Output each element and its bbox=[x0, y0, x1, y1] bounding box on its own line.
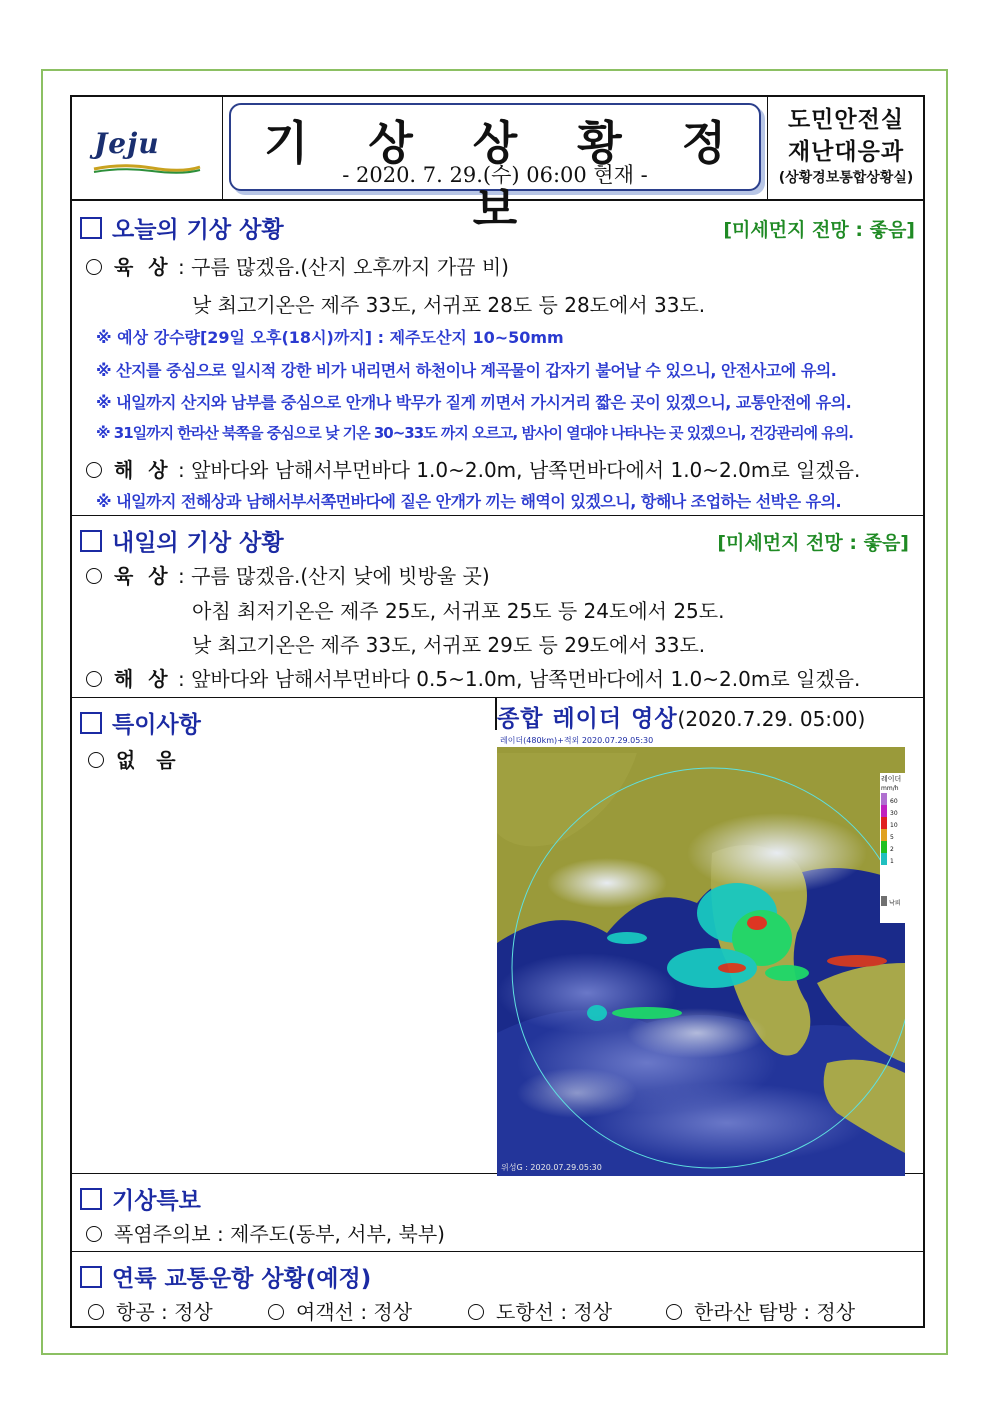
traffic-item-hallasan: 한라산 탐방 : 정상 bbox=[666, 1296, 855, 1325]
today-note-3: ※ 내일까지 산지와 남부를 중심으로 안개나 박무가 짙게 끼면서 가시거리 짧은 곳이 있겠으니, 교통안전에 유의. bbox=[96, 393, 852, 412]
page-title: 기 상 상 황 정 보 bbox=[263, 116, 749, 236]
department-cell bbox=[767, 97, 924, 199]
bullet-circle-icon bbox=[86, 1226, 102, 1242]
tomorrow-heading: 내일의 기상 상황 bbox=[80, 524, 284, 557]
today-section bbox=[72, 201, 923, 516]
jeju-logo: Jeju bbox=[94, 127, 160, 160]
radar-image bbox=[497, 733, 905, 1176]
tomorrow-section bbox=[72, 516, 923, 698]
bullet-circle-icon bbox=[88, 1304, 104, 1320]
legend-value: 1 bbox=[890, 858, 894, 865]
bullet-circle-icon bbox=[86, 462, 102, 478]
checkbox-icon bbox=[80, 530, 102, 552]
legend-lightning: 낙뢰 bbox=[889, 900, 901, 907]
traffic-item-island-ferry: 도항선 : 정상 bbox=[468, 1296, 612, 1325]
today-land-line1: 육 상 : 구름 많겠음.(산지 오후까지 가끔 비) bbox=[86, 251, 509, 280]
warning-item: 폭염주의보 : 제주도(동부, 서부, 북부) bbox=[86, 1218, 445, 1247]
bullet-circle-icon bbox=[666, 1304, 682, 1320]
radar-legend-unit: mm/h bbox=[881, 785, 899, 792]
today-note-2: ※ 산지를 중심으로 일시적 강한 비가 내리면서 하천이나 계곡물이 갑자기 불어날 수 있으니, 안전사고에 유의. bbox=[96, 361, 837, 380]
today-sea-note: ※ 내일까지 전해상과 남해서부서쪽먼바다에 짙은 안개가 끼는 해역이 있겠으니, 항해나 조업하는 선박은 유의. bbox=[96, 492, 842, 511]
bullet-circle-icon bbox=[86, 671, 102, 687]
title-box bbox=[229, 103, 761, 236]
traffic-section bbox=[72, 1252, 923, 1328]
today-sea-line: 해 상 : 앞바다와 남해서부먼바다 1.0~2.0m, 남쪽먼바다에서 1.0~2.0m로 일겠음. bbox=[86, 454, 860, 483]
legend-value: 30 bbox=[890, 810, 898, 817]
logo-swoosh-icon bbox=[92, 161, 202, 175]
today-dust-forecast: [미세먼지 전망 : 좋음] bbox=[723, 219, 915, 241]
bullet-circle-icon bbox=[88, 752, 104, 768]
radar-legend-title: 레이더 bbox=[881, 775, 902, 783]
special-item: 없 음 bbox=[88, 744, 176, 773]
checkbox-icon bbox=[80, 712, 102, 734]
tomorrow-land-line1: 육 상 : 구름 많겠음.(산지 낮에 빗방울 곳) bbox=[86, 560, 490, 589]
tomorrow-dust-forecast: [미세먼지 전망 : 좋음] bbox=[717, 532, 909, 554]
today-note-4: ※ 31일까지 한라산 북쪽을 중심으로 낮 기온 30~33도 까지 오르고, 밤사이 열대야 나타나는 곳 있겠으니, 건강관리에 유의. bbox=[96, 424, 853, 442]
special-section bbox=[72, 698, 923, 1174]
legend-value: 5 bbox=[890, 834, 894, 841]
legend-value: 10 bbox=[890, 822, 898, 829]
today-note-1: ※ 예상 강수량[29일 오후(18시)까지] : 제주도산지 10~50mm bbox=[96, 328, 564, 347]
checkbox-icon bbox=[80, 1188, 102, 1210]
checkbox-icon bbox=[80, 1266, 102, 1288]
today-heading: 오늘의 기상 상황 bbox=[80, 211, 284, 244]
tomorrow-sea-line: 해 상 : 앞바다와 남해서부먼바다 0.5~1.0m, 남쪽먼바다에서 1.0~2.0m로 일겠음. bbox=[86, 663, 860, 692]
tomorrow-land-line2: 아침 최저기온은 제주 25도, 서귀포 25도 등 24도에서 25도. bbox=[192, 599, 725, 623]
checkbox-icon bbox=[80, 217, 102, 239]
radar-caption-top: 레이더(480km)+적외 2020.07.29.05:30 bbox=[500, 736, 654, 745]
bullet-circle-icon bbox=[86, 568, 102, 584]
legend-value: 2 bbox=[890, 846, 894, 853]
bullet-circle-icon bbox=[468, 1304, 484, 1320]
legend-value: 60 bbox=[890, 798, 898, 805]
special-heading: 특이사항 bbox=[80, 706, 201, 739]
warning-heading: 기상특보 bbox=[80, 1182, 201, 1215]
today-land-line2: 낮 최고기온은 제주 33도, 서귀포 28도 등 28도에서 33도. bbox=[192, 293, 706, 317]
traffic-heading: 연륙 교통운항 상황(예정) bbox=[80, 1260, 371, 1293]
weather-report bbox=[70, 95, 925, 1328]
bullet-circle-icon bbox=[268, 1304, 284, 1320]
radar-title: 종합 레이더 영상(2020.7.29. 05:00) bbox=[497, 706, 866, 732]
warning-section bbox=[72, 1174, 923, 1252]
division-name: 재난대응과 bbox=[787, 139, 905, 165]
logo-cell bbox=[72, 97, 223, 199]
radar-caption-bottom: 위성G : 2020.07.29.05:30 bbox=[501, 1163, 602, 1172]
traffic-item-air: 항공 : 정상 bbox=[88, 1296, 213, 1325]
office-name: (상황경보통합상황실) bbox=[778, 170, 914, 186]
report-datetime: - 2020. 7. 29.(수) 06:00 현재 - bbox=[342, 163, 648, 187]
traffic-item-ferry: 여객선 : 정상 bbox=[268, 1296, 412, 1325]
tomorrow-land-line3: 낮 최고기온은 제주 33도, 서귀포 29도 등 29도에서 33도. bbox=[192, 633, 706, 657]
department-name: 도민안전실 bbox=[787, 107, 905, 133]
bullet-circle-icon bbox=[86, 259, 102, 275]
